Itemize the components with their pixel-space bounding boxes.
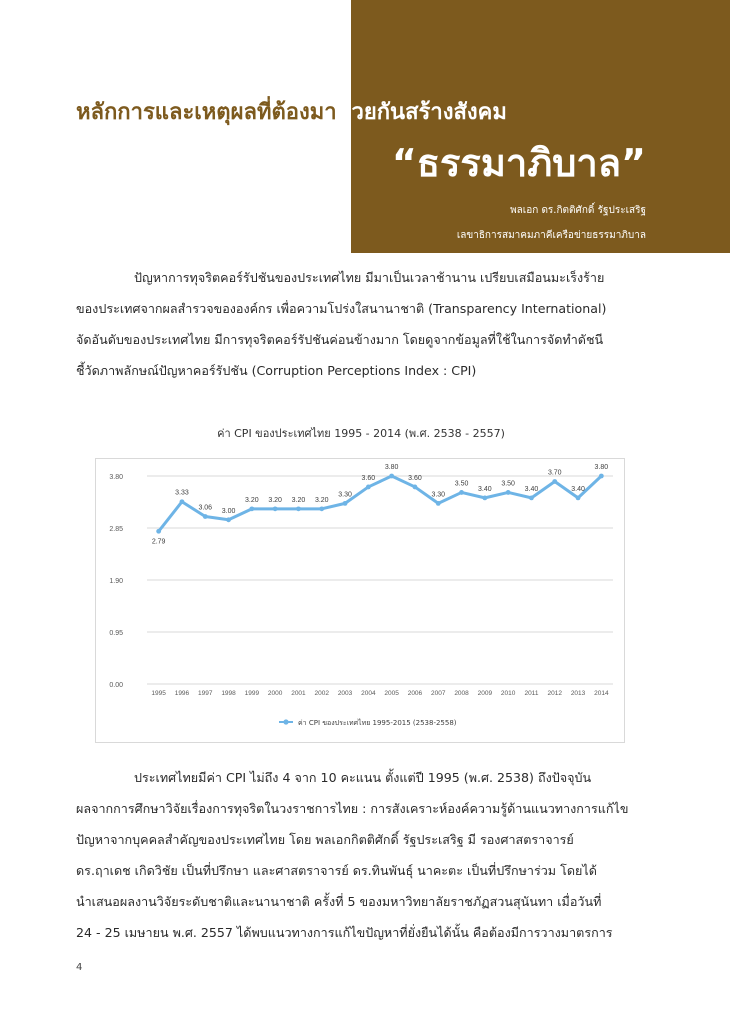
x-tick-label: 2007 [431, 690, 446, 697]
cpi-line-chart [95, 458, 625, 743]
data-point [180, 499, 185, 504]
paragraph-line: ปัญหาการทุจริตคอร์รัปชันของประเทศไทย มีมาเป็นเวลาช้านาน เปรียบเสมือนมะเร็งร้าย [134, 270, 605, 285]
x-tick-label: 2012 [547, 690, 562, 697]
x-tick-label: 1997 [198, 690, 213, 697]
data-point [482, 495, 487, 500]
x-tick-label: 2003 [337, 690, 353, 697]
x-tick-label: 1998 [221, 690, 236, 697]
x-tick-label: 2009 [477, 690, 493, 697]
x-tick-label: 2001 [291, 690, 306, 697]
x-tick-label: 2013 [570, 690, 586, 697]
x-tick-label: 2000 [267, 690, 283, 697]
data-label: 3.20 [245, 496, 259, 504]
paragraph-line: จัดอันดับของประเทศไทย มีการทุจริตคอร์รัปชันค่อนข้างมาก โดยดูจากข้อมูลที่ใช้ในการจัดทำดัชนี [76, 332, 604, 347]
data-point [529, 495, 534, 500]
x-tick-label: 2005 [384, 690, 399, 697]
author-name: พลเอก ดร.กิตติศักดิ์ รัฐประเสริฐ [510, 205, 646, 216]
y-tick-label: 3.80 [109, 474, 123, 481]
x-tick-label: 2004 [361, 690, 376, 697]
intro-paragraph [76, 262, 646, 386]
series-line [159, 476, 602, 531]
data-label: 3.20 [314, 496, 329, 504]
data-point [156, 529, 161, 534]
data-label: 3.80 [384, 464, 399, 471]
x-tick-label: 2006 [407, 690, 423, 697]
data-point [576, 495, 581, 500]
kicker-prefix: หลักการและเหตุผลที่ต้องมา [76, 100, 337, 125]
data-label: 3.33 [175, 489, 189, 497]
paragraph-line: ดร.ฤาเดช เกิดวิชัย เป็นที่ปรึกษา และศาสตราจารย์ ดร.ทินพันธุ์ นาคะตะ เป็นที่ปรึกษาร่วม โดยได้ [76, 863, 597, 878]
data-label: 3.40 [478, 485, 492, 493]
x-tick-label: 1996 [174, 690, 190, 697]
data-label: 3.80 [594, 464, 609, 471]
data-point [319, 506, 324, 511]
data-point [366, 485, 371, 490]
y-tick-label: 0.00 [109, 682, 123, 689]
paragraph-line: ชี้วัดภาพลักษณ์ปัญหาคอร์รัปชัน (Corruption Perceptions Index : CPI) [76, 363, 477, 378]
y-tick-label: 2.85 [109, 526, 123, 533]
data-point [343, 501, 348, 506]
data-label: 3.30 [338, 491, 352, 499]
data-point [413, 485, 418, 490]
data-point [249, 506, 254, 511]
paragraph-line: ปัญหาจากบุคคลสำคัญของประเทศไทย โดย พลเอกกิตติศักดิ์ รัฐประเสริฐ มี รองศาสตราจารย์ [76, 832, 574, 847]
data-label: 3.06 [198, 504, 213, 512]
chart-title: ค่า CPI ของประเทศไทย 1995 - 2014 (พ.ศ. 2538 - 2557) [217, 427, 505, 440]
data-point [203, 514, 208, 519]
article-kicker [76, 94, 507, 129]
paragraph-line: ประเทศไทยมีค่า CPI ไม่ถึง 4 จาก 10 คะแนน ตั้งแต่ปี 1995 (พ.ศ. 2538) ถึงปัจจุบัน [134, 770, 592, 785]
x-tick-label: 2008 [454, 690, 469, 697]
data-label: 3.70 [547, 469, 562, 477]
data-point [506, 490, 511, 495]
data-label: 3.50 [454, 480, 469, 488]
x-tick-label: 2014 [594, 690, 609, 697]
x-tick-label: 1999 [244, 690, 260, 697]
legend-label: ค่า CPI ของประเทศไทย 1995-2015 (2538-2558) [298, 719, 457, 727]
x-tick-label: 2010 [500, 690, 516, 697]
data-point [552, 479, 557, 484]
page-number: 4 [76, 962, 83, 973]
data-label: 3.50 [501, 480, 515, 488]
paragraph-line: ของประเทศจากผลสำรวจขององค์กร เพื่อความโปร่งใสนานาชาติ (Transparency International) [76, 301, 607, 316]
data-label: 2.79 [151, 538, 166, 546]
author-role: เลขาธิการสมาคมภาคีเครือข่ายธรรมาภิบาล [456, 230, 646, 241]
paragraph-line: 24 - 25 เมษายน พ.ศ. 2557 ได้พบแนวทางการแก้ไขปัญหาที่ยั่งยืนได้นั้น คือต้องมีการวางมาตรการ [76, 925, 613, 940]
legend-swatch-marker [283, 719, 288, 724]
data-label: 3.30 [431, 491, 446, 499]
body-paragraph [76, 762, 646, 948]
data-point [226, 517, 231, 522]
paragraph-line: ผลจากการศึกษาวิจัยเรื่องการทุจริตในวงราชการไทย : การสังเคราะห์องค์ความรู้ด้านแนวทางการแก้ไข [76, 801, 629, 816]
data-point [273, 506, 278, 511]
data-point [296, 506, 301, 511]
paragraph-line: นำเสนอผลงานวิจัยระดับชาติและนานาชาติ ครั้งที่ 5 ของมหาวิทยาลัยราชภัฏสวนสุนันทา เมื่อวันที่ [76, 894, 602, 909]
x-tick-label: 2011 [524, 690, 539, 697]
x-tick-label: 2002 [314, 690, 329, 697]
data-label: 3.40 [524, 485, 539, 493]
x-tick-label: 1995 [151, 690, 166, 697]
data-label: 3.60 [361, 474, 376, 482]
data-label: 3.40 [571, 485, 585, 493]
y-tick-label: 1.90 [109, 578, 123, 585]
data-point [436, 501, 441, 506]
data-point [459, 490, 464, 495]
article-title: “ธรรมาภิบาล” [391, 141, 646, 185]
kicker-suffix: ช่วยกันสร้างสังคม [336, 100, 507, 125]
data-label: 3.20 [268, 496, 282, 504]
data-point [389, 474, 394, 479]
data-label: 3.20 [291, 496, 306, 504]
data-point [599, 474, 604, 479]
data-label: 3.00 [221, 507, 236, 515]
data-label: 3.60 [408, 474, 422, 482]
y-tick-label: 0.95 [109, 630, 123, 637]
